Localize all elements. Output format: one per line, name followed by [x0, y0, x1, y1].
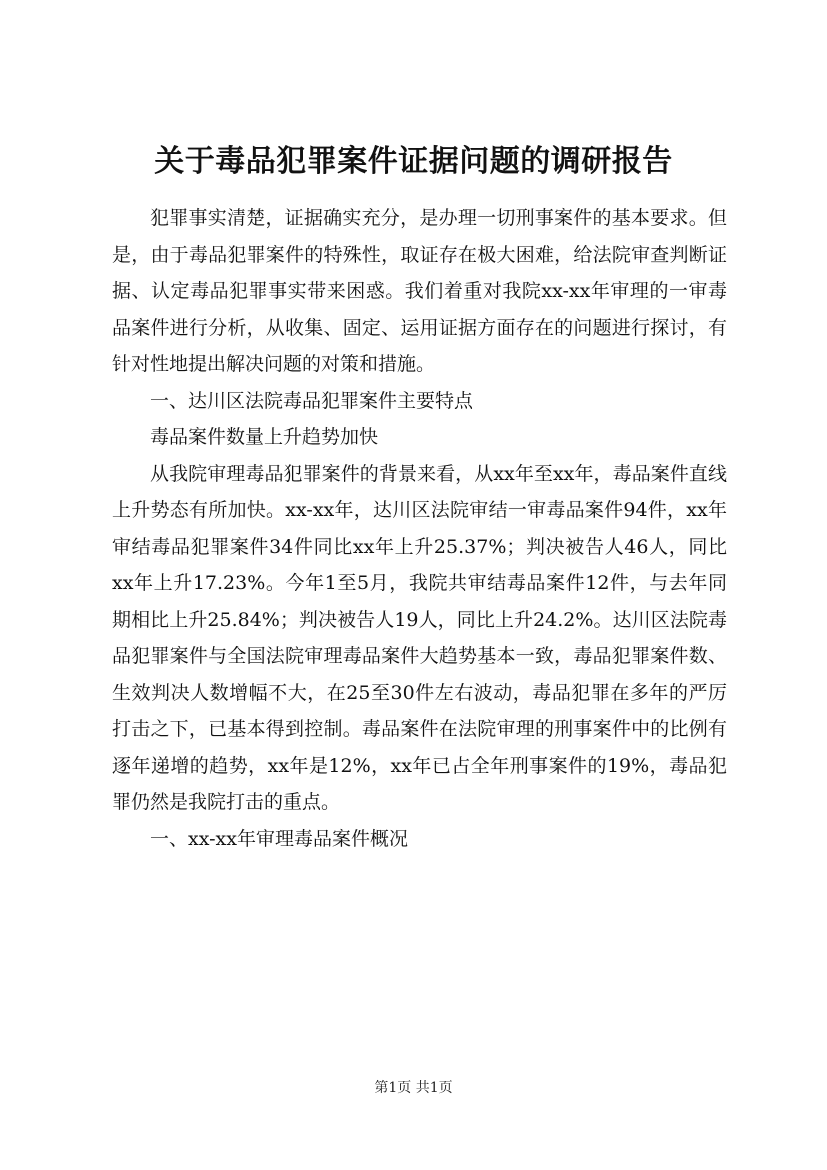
statistics-paragraph: 从我院审理毒品犯罪案件的背景来看，从xx年至xx年，毒品案件直线上升势态有所加快。xx-xx年，达川区法院审结一审毒品案件94件，xx年审结毒品犯罪案件34件同比xx年上升25.37%；判决被告人46人，同比xx年上升17.23%。今年1至5月，我院共审结毒品案件12件，与去年同期相比上升25.84%；判决被告人19人，同比上升24.2%。达川区法院毒品犯罪案件与全国法院审理毒品案件大趋势基本一致，毒品犯罪案件数、生效判决人数增幅不大，在25至30件左右波动，毒品犯罪在多年的严厉打击之下，已基本得到控制。毒品案件在法院审理的刑事案件中的比例有逐年递增的趋势，xx年是12%，xx年已占全年刑事案件的19%，毒品犯罪仍然是我院打击的重点。	[112, 462, 727, 813]
document-body	[112, 200, 727, 857]
document-title: 关于毒品犯罪案件证据问题的调研报告	[154, 144, 673, 179]
section-heading-overview: 一、xx-xx年审理毒品案件概况	[150, 827, 408, 850]
intro-paragraph: 犯罪事实清楚，证据确实充分，是办理一切刑事案件的基本要求。但是，由于毒品犯罪案件的特殊性，取证存在极大困难，给法院审查判断证据、认定毒品犯罪事实带来困惑。我们着重对我院xx-xx年审理的一审毒品案件进行分析，从收集、固定、运用证据方面存在的问题进行探讨，有针对性地提出解决问题的对策和措施。	[112, 207, 727, 375]
section-heading-features: 一、达川区法院毒品犯罪案件主要特点	[150, 389, 474, 412]
page-footer: 第1页 共1页	[374, 1080, 453, 1096]
subsection-heading-growth: 毒品案件数量上升趋势加快	[150, 426, 379, 448]
